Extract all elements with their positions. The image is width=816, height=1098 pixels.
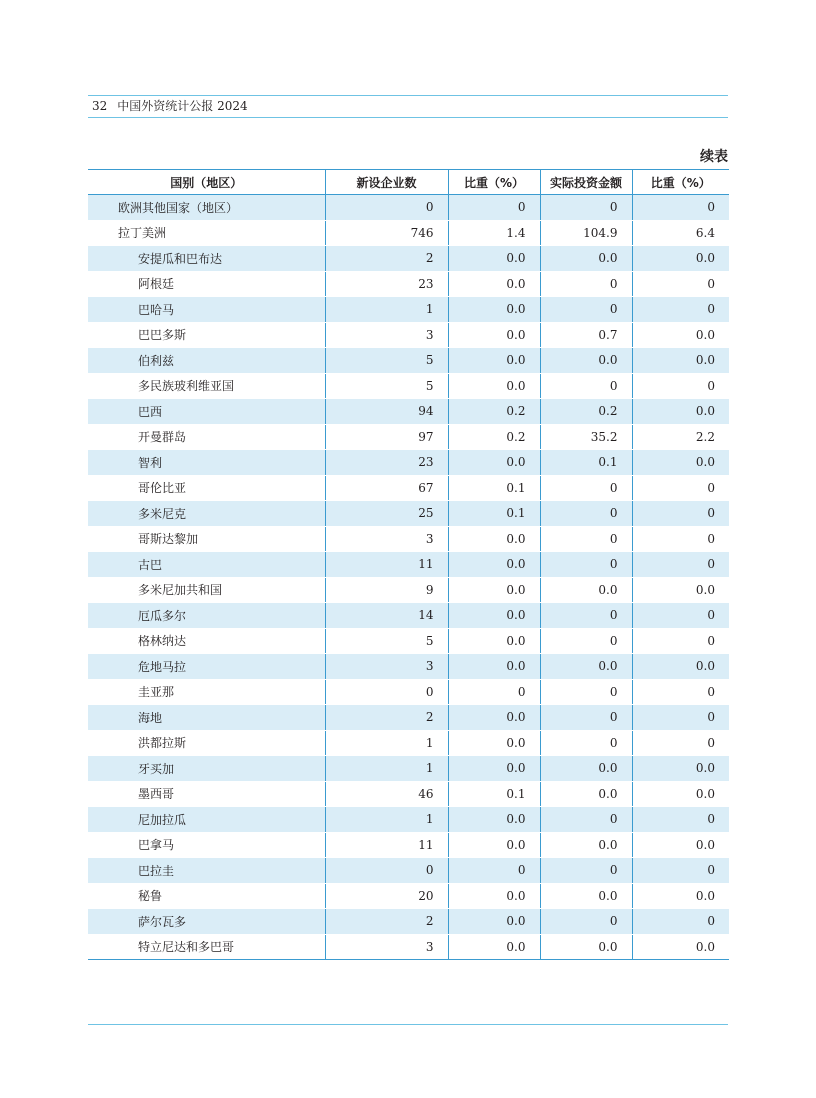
actual-investment-cell: 0.2 bbox=[540, 399, 632, 425]
country-name-cell: 开曼群岛 bbox=[88, 424, 325, 450]
table-row bbox=[88, 781, 729, 807]
investment-ratio-cell: 0.0 bbox=[632, 654, 729, 680]
investment-ratio-cell: 0 bbox=[632, 271, 729, 297]
actual-investment-cell: 0 bbox=[540, 705, 632, 731]
actual-investment-cell: 0 bbox=[540, 679, 632, 705]
country-name-cell: 格林纳达 bbox=[88, 628, 325, 654]
actual-investment-cell: 0 bbox=[540, 195, 632, 221]
actual-investment-cell: 0 bbox=[540, 552, 632, 578]
new-enterprises-ratio-cell: 0.0 bbox=[448, 730, 540, 756]
country-name-cell: 欧洲其他国家（地区） bbox=[88, 195, 325, 221]
new-enterprises-ratio-cell: 0.1 bbox=[448, 781, 540, 807]
country-name-cell: 多米尼加共和国 bbox=[88, 577, 325, 603]
investment-ratio-cell: 0.0 bbox=[632, 322, 729, 348]
new-enterprises-ratio-cell: 0.0 bbox=[448, 807, 540, 833]
country-name-cell: 尼加拉瓜 bbox=[88, 807, 325, 833]
country-name-cell: 安提瓜和巴布达 bbox=[88, 246, 325, 272]
country-name-cell: 多米尼克 bbox=[88, 501, 325, 527]
actual-investment-cell: 0.1 bbox=[540, 450, 632, 476]
header-top-rule bbox=[88, 95, 728, 96]
table-row bbox=[88, 679, 729, 705]
country-name-cell: 厄瓜多尔 bbox=[88, 603, 325, 629]
new-enterprises-cell: 1 bbox=[325, 297, 448, 323]
country-name-cell: 多民族玻利维亚国 bbox=[88, 373, 325, 399]
investment-ratio-cell: 0.0 bbox=[632, 450, 729, 476]
new-enterprises-ratio-cell: 0.0 bbox=[448, 603, 540, 629]
investment-ratio-cell: 0 bbox=[632, 603, 729, 629]
table-row bbox=[88, 858, 729, 884]
investment-ratio-cell: 0.0 bbox=[632, 934, 729, 960]
new-enterprises-cell: 3 bbox=[325, 526, 448, 552]
new-enterprises-ratio-cell: 0.0 bbox=[448, 654, 540, 680]
investment-ratio-cell: 0 bbox=[632, 475, 729, 501]
country-name-cell: 洪都拉斯 bbox=[88, 730, 325, 756]
country-name-cell: 特立尼达和多巴哥 bbox=[88, 934, 325, 960]
page-number: 32 bbox=[92, 99, 108, 113]
investment-ratio-cell: 2.2 bbox=[632, 424, 729, 450]
investment-ratio-cell: 0.0 bbox=[632, 399, 729, 425]
new-enterprises-cell: 97 bbox=[325, 424, 448, 450]
new-enterprises-ratio-cell: 0.0 bbox=[448, 883, 540, 909]
table-row bbox=[88, 552, 729, 578]
new-enterprises-cell: 0 bbox=[325, 195, 448, 221]
new-enterprises-ratio-cell: 0.0 bbox=[448, 297, 540, 323]
investment-table bbox=[88, 169, 729, 960]
investment-ratio-cell: 0.0 bbox=[632, 781, 729, 807]
actual-investment-cell: 104.9 bbox=[540, 220, 632, 246]
investment-ratio-cell: 0 bbox=[632, 297, 729, 323]
table-row bbox=[88, 399, 729, 425]
column-header-investment-ratio: 比重（%） bbox=[632, 170, 729, 195]
new-enterprises-ratio-cell: 0.0 bbox=[448, 909, 540, 935]
actual-investment-cell: 0.0 bbox=[540, 883, 632, 909]
new-enterprises-cell: 25 bbox=[325, 501, 448, 527]
country-name-cell: 秘鲁 bbox=[88, 883, 325, 909]
table-row bbox=[88, 577, 729, 603]
actual-investment-cell: 0.0 bbox=[540, 781, 632, 807]
country-name-cell: 萨尔瓦多 bbox=[88, 909, 325, 935]
investment-ratio-cell: 0.0 bbox=[632, 756, 729, 782]
country-name-cell: 巴拿马 bbox=[88, 832, 325, 858]
actual-investment-cell: 0.0 bbox=[540, 348, 632, 374]
country-name-cell: 巴巴多斯 bbox=[88, 322, 325, 348]
new-enterprises-ratio-cell: 0.0 bbox=[448, 552, 540, 578]
investment-ratio-cell: 0 bbox=[632, 526, 729, 552]
table-row bbox=[88, 475, 729, 501]
country-name-cell: 古巴 bbox=[88, 552, 325, 578]
new-enterprises-cell: 23 bbox=[325, 450, 448, 476]
investment-ratio-cell: 0 bbox=[632, 679, 729, 705]
table-row bbox=[88, 220, 729, 246]
country-name-cell: 海地 bbox=[88, 705, 325, 731]
investment-ratio-cell: 0.0 bbox=[632, 577, 729, 603]
country-name-cell: 牙买加 bbox=[88, 756, 325, 782]
page-header bbox=[92, 99, 248, 114]
new-enterprises-cell: 14 bbox=[325, 603, 448, 629]
new-enterprises-cell: 3 bbox=[325, 322, 448, 348]
investment-ratio-cell: 0.0 bbox=[632, 832, 729, 858]
new-enterprises-ratio-cell: 0.0 bbox=[448, 373, 540, 399]
actual-investment-cell: 0 bbox=[540, 373, 632, 399]
actual-investment-cell: 0.0 bbox=[540, 934, 632, 960]
new-enterprises-cell: 5 bbox=[325, 628, 448, 654]
new-enterprises-cell: 0 bbox=[325, 858, 448, 884]
new-enterprises-ratio-cell: 0.0 bbox=[448, 577, 540, 603]
actual-investment-cell: 0.0 bbox=[540, 577, 632, 603]
new-enterprises-cell: 9 bbox=[325, 577, 448, 603]
new-enterprises-cell: 3 bbox=[325, 654, 448, 680]
table-row bbox=[88, 246, 729, 272]
actual-investment-cell: 0.0 bbox=[540, 756, 632, 782]
column-header-new-enterprises: 新设企业数 bbox=[325, 170, 448, 195]
table-row bbox=[88, 195, 729, 221]
country-name-cell: 巴拉圭 bbox=[88, 858, 325, 884]
actual-investment-cell: 0.0 bbox=[540, 832, 632, 858]
investment-ratio-cell: 0 bbox=[632, 628, 729, 654]
table-row bbox=[88, 883, 729, 909]
new-enterprises-cell: 1 bbox=[325, 730, 448, 756]
investment-ratio-cell: 0 bbox=[632, 373, 729, 399]
table-row bbox=[88, 322, 729, 348]
investment-ratio-cell: 0 bbox=[632, 501, 729, 527]
table-row bbox=[88, 832, 729, 858]
new-enterprises-ratio-cell: 0.0 bbox=[448, 246, 540, 272]
new-enterprises-cell: 2 bbox=[325, 246, 448, 272]
new-enterprises-cell: 1 bbox=[325, 756, 448, 782]
country-name-cell: 伯利兹 bbox=[88, 348, 325, 374]
country-name-cell: 阿根廷 bbox=[88, 271, 325, 297]
actual-investment-cell: 0 bbox=[540, 271, 632, 297]
new-enterprises-ratio-cell: 0.0 bbox=[448, 832, 540, 858]
new-enterprises-cell: 20 bbox=[325, 883, 448, 909]
table-row bbox=[88, 756, 729, 782]
investment-ratio-cell: 0 bbox=[632, 730, 729, 756]
investment-ratio-cell: 0.0 bbox=[632, 246, 729, 272]
column-header-actual-investment: 实际投资金额 bbox=[540, 170, 632, 195]
investment-ratio-cell: 0.0 bbox=[632, 883, 729, 909]
table-row bbox=[88, 297, 729, 323]
column-header-country: 国别（地区） bbox=[88, 170, 325, 195]
investment-ratio-cell: 0 bbox=[632, 909, 729, 935]
new-enterprises-ratio-cell: 0.0 bbox=[448, 271, 540, 297]
country-name-cell: 智利 bbox=[88, 450, 325, 476]
new-enterprises-ratio-cell: 0.0 bbox=[448, 450, 540, 476]
investment-ratio-cell: 0 bbox=[632, 807, 729, 833]
actual-investment-cell: 35.2 bbox=[540, 424, 632, 450]
table-row bbox=[88, 450, 729, 476]
investment-ratio-cell: 0 bbox=[632, 195, 729, 221]
country-name-cell: 巴西 bbox=[88, 399, 325, 425]
investment-ratio-cell: 6.4 bbox=[632, 220, 729, 246]
continued-table-label: 续表 bbox=[700, 149, 728, 165]
new-enterprises-cell: 1 bbox=[325, 807, 448, 833]
actual-investment-cell: 0.0 bbox=[540, 246, 632, 272]
table-row bbox=[88, 501, 729, 527]
new-enterprises-ratio-cell: 0.0 bbox=[448, 705, 540, 731]
new-enterprises-cell: 2 bbox=[325, 909, 448, 935]
new-enterprises-ratio-cell: 0.0 bbox=[448, 526, 540, 552]
footer-rule bbox=[88, 1024, 728, 1025]
new-enterprises-ratio-cell: 0.1 bbox=[448, 501, 540, 527]
new-enterprises-cell: 11 bbox=[325, 552, 448, 578]
new-enterprises-cell: 46 bbox=[325, 781, 448, 807]
actual-investment-cell: 0 bbox=[540, 628, 632, 654]
new-enterprises-cell: 0 bbox=[325, 679, 448, 705]
actual-investment-cell: 0 bbox=[540, 475, 632, 501]
actual-investment-cell: 0 bbox=[540, 501, 632, 527]
country-name-cell: 拉丁美洲 bbox=[88, 220, 325, 246]
table-row bbox=[88, 526, 729, 552]
actual-investment-cell: 0 bbox=[540, 526, 632, 552]
new-enterprises-ratio-cell: 0.2 bbox=[448, 399, 540, 425]
new-enterprises-ratio-cell: 0 bbox=[448, 679, 540, 705]
publication-title: 中国外资统计公报 2024 bbox=[117, 99, 248, 113]
investment-ratio-cell: 0.0 bbox=[632, 348, 729, 374]
table-row bbox=[88, 348, 729, 374]
table-row bbox=[88, 909, 729, 935]
actual-investment-cell: 0.7 bbox=[540, 322, 632, 348]
new-enterprises-ratio-cell: 0 bbox=[448, 195, 540, 221]
new-enterprises-cell: 2 bbox=[325, 705, 448, 731]
table-row bbox=[88, 730, 729, 756]
country-name-cell: 墨西哥 bbox=[88, 781, 325, 807]
actual-investment-cell: 0 bbox=[540, 603, 632, 629]
header-bottom-rule bbox=[88, 117, 728, 118]
new-enterprises-ratio-cell: 0.0 bbox=[448, 322, 540, 348]
new-enterprises-ratio-cell: 0.0 bbox=[448, 934, 540, 960]
table-row bbox=[88, 654, 729, 680]
table-row bbox=[88, 934, 729, 960]
table-header-row bbox=[88, 170, 729, 195]
actual-investment-cell: 0 bbox=[540, 858, 632, 884]
new-enterprises-cell: 94 bbox=[325, 399, 448, 425]
actual-investment-cell: 0 bbox=[540, 909, 632, 935]
table-row bbox=[88, 628, 729, 654]
country-name-cell: 圭亚那 bbox=[88, 679, 325, 705]
new-enterprises-cell: 67 bbox=[325, 475, 448, 501]
new-enterprises-cell: 3 bbox=[325, 934, 448, 960]
new-enterprises-ratio-cell: 0.1 bbox=[448, 475, 540, 501]
actual-investment-cell: 0 bbox=[540, 297, 632, 323]
new-enterprises-ratio-cell: 0.0 bbox=[448, 628, 540, 654]
new-enterprises-ratio-cell: 0.2 bbox=[448, 424, 540, 450]
table-body bbox=[88, 195, 729, 960]
country-name-cell: 哥伦比亚 bbox=[88, 475, 325, 501]
new-enterprises-ratio-cell: 0.0 bbox=[448, 756, 540, 782]
table-row bbox=[88, 271, 729, 297]
investment-ratio-cell: 0 bbox=[632, 705, 729, 731]
actual-investment-cell: 0 bbox=[540, 807, 632, 833]
new-enterprises-cell: 5 bbox=[325, 373, 448, 399]
table-row bbox=[88, 603, 729, 629]
column-header-ratio: 比重（%） bbox=[448, 170, 540, 195]
investment-ratio-cell: 0 bbox=[632, 858, 729, 884]
table-row bbox=[88, 373, 729, 399]
investment-ratio-cell: 0 bbox=[632, 552, 729, 578]
table-row bbox=[88, 807, 729, 833]
new-enterprises-ratio-cell: 0.0 bbox=[448, 348, 540, 374]
table-row bbox=[88, 705, 729, 731]
new-enterprises-cell: 5 bbox=[325, 348, 448, 374]
country-name-cell: 哥斯达黎加 bbox=[88, 526, 325, 552]
new-enterprises-cell: 746 bbox=[325, 220, 448, 246]
actual-investment-cell: 0 bbox=[540, 730, 632, 756]
new-enterprises-cell: 11 bbox=[325, 832, 448, 858]
new-enterprises-ratio-cell: 0 bbox=[448, 858, 540, 884]
actual-investment-cell: 0.0 bbox=[540, 654, 632, 680]
country-name-cell: 危地马拉 bbox=[88, 654, 325, 680]
country-name-cell: 巴哈马 bbox=[88, 297, 325, 323]
new-enterprises-ratio-cell: 1.4 bbox=[448, 220, 540, 246]
table-row bbox=[88, 424, 729, 450]
new-enterprises-cell: 23 bbox=[325, 271, 448, 297]
